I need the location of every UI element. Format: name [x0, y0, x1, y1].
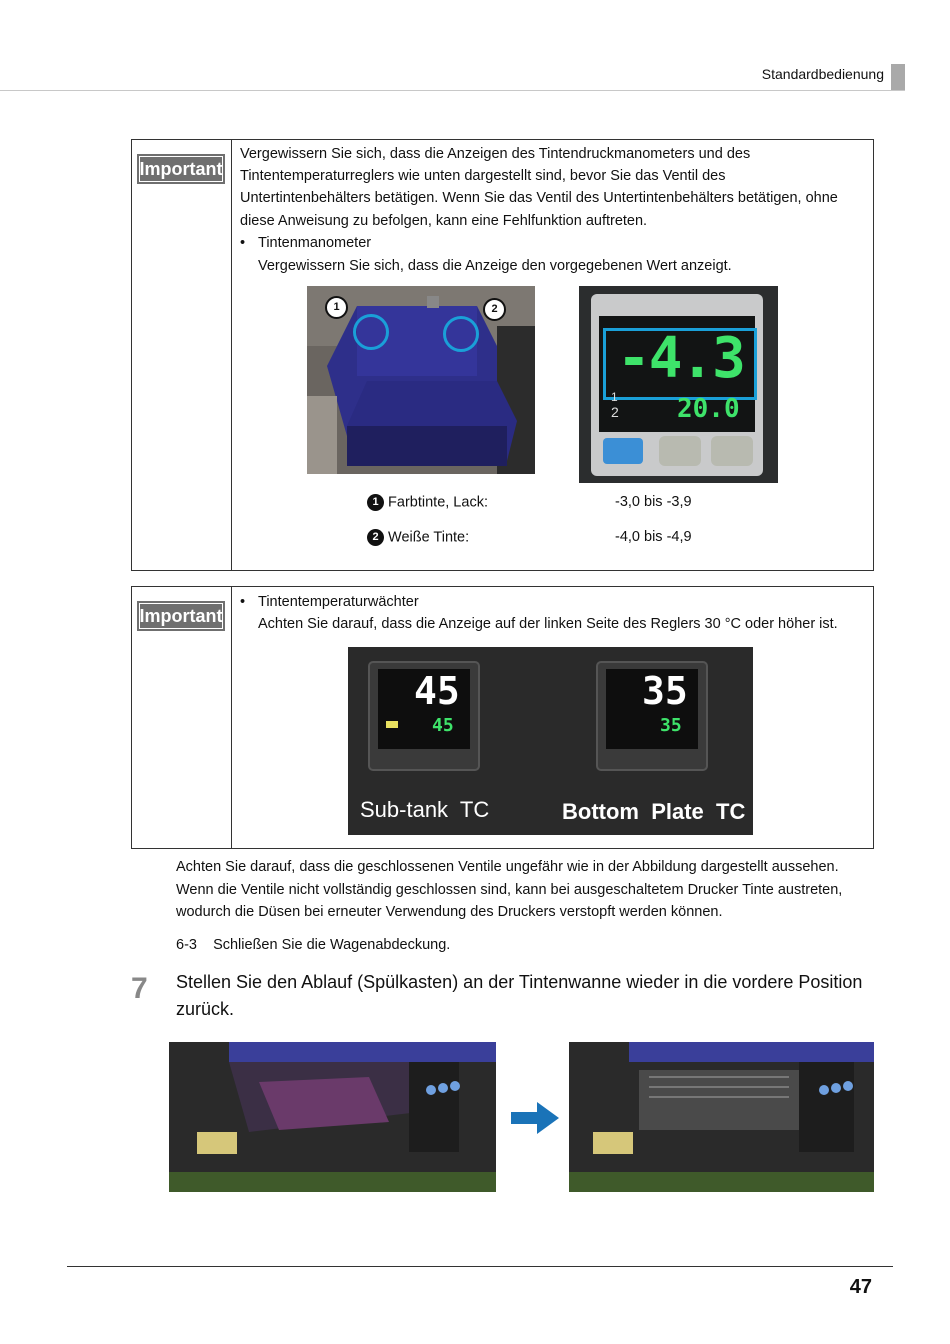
marker-1-icon: 1	[367, 494, 384, 511]
pressure-gauge-photo	[579, 286, 778, 483]
important-text-line: diese Anweisung zu befolgen, kann eine Fehlfunktion auftreten.	[240, 213, 648, 229]
flushing-box-after-photo	[569, 1042, 874, 1192]
gauge-main-reading: -4.3	[617, 326, 744, 391]
body-line: Achten Sie darauf, dass die geschlossenen Ventile ungefähr wie in der Abbildung dargestellt aussehen.	[176, 859, 839, 875]
bullet-dot: •	[240, 594, 246, 610]
body-line: Wenn die Ventile nicht vollständig geschlossen sind, kann bei ausgeschaltetem Drucker Tinte austreten,	[176, 882, 843, 898]
valve-highlight-2	[443, 316, 479, 352]
important-box-1	[131, 139, 874, 571]
gauge-row-2: 2	[611, 404, 619, 420]
bullet-dot: •	[240, 235, 246, 251]
gauge-button-blue	[603, 438, 643, 464]
body-line: wodurch die Düsen bei erneuter Verwendung des Druckers verstopft werden können.	[176, 904, 723, 920]
value-label: Weiße Tinte:	[388, 529, 470, 546]
section-title: Standardbedienung	[761, 66, 884, 82]
controller-1	[368, 661, 480, 771]
bullet-text: Vergewissern Sie sich, dass die Anzeige den vorgegebenen Wert anzeigt.	[258, 258, 732, 274]
gauge-button-up	[659, 436, 701, 466]
bullet-title: Tintentemperaturwächter	[258, 594, 419, 610]
bullet-text: Achten Sie darauf, dass die Anzeige auf der linken Seite des Reglers 30 °C oder höher ist.	[258, 616, 838, 632]
bullet-title: Tintenmanometer	[258, 235, 372, 251]
important-text-line: Untertintenbehälters betätigen. Wenn Sie das Ventil des Untertintenbehälters betätigen, ohne	[240, 190, 838, 206]
badge-column	[132, 140, 232, 570]
gauge-sub-reading: 20.0	[677, 394, 740, 424]
gauge-button-down	[711, 436, 753, 466]
step-7-text-line2: zurück.	[176, 999, 235, 1019]
controller-caption-2: Bottom Plate TC	[562, 799, 746, 824]
value-row-1	[367, 494, 488, 511]
substep-6-3: 6-3 Schließen Sie die Wagenabdeckung.	[176, 937, 451, 953]
value-range: -3,0 bis -3,9	[615, 494, 692, 510]
important-badge: Important	[137, 154, 225, 184]
sv-reading: 35	[660, 715, 682, 736]
flushing-box-before-photo	[169, 1042, 496, 1192]
gauge-row-1: 1	[611, 390, 618, 404]
flushing-box-after-illustration	[569, 1042, 874, 1192]
step-7-text-line1: Stellen Sie den Ablauf (Spülkasten) an der Tintenwanne wieder in die vordere Position	[176, 972, 863, 992]
arrow-right-icon	[511, 1102, 559, 1139]
important-badge: Important	[137, 601, 225, 631]
value-label: Farbtinte, Lack:	[388, 494, 488, 511]
marker-2-icon: 2	[483, 298, 506, 321]
marker-2-icon: 2	[367, 529, 384, 546]
badge-column	[132, 587, 232, 848]
valve-highlight-1	[353, 314, 389, 350]
pv-reading: 35	[642, 669, 688, 713]
temperature-controllers-photo	[348, 647, 753, 835]
marker-1-icon: 1	[325, 296, 348, 319]
page-number: 47	[849, 1276, 872, 1298]
important-text-line: Tintentemperaturreglers wie unten dargestellt sind, bevor Sie das Ventil des	[240, 168, 726, 184]
controller-caption-1: Sub-tank TC	[360, 797, 490, 822]
header-tab-marker	[891, 64, 905, 90]
header-rule	[0, 90, 905, 91]
sv-reading: 45	[432, 715, 454, 736]
pv-reading: 45	[414, 669, 460, 713]
important-text-line: Vergewissern Sie sich, dass die Anzeigen des Tintendruckmanometers und des	[240, 146, 751, 162]
controller-2	[596, 661, 708, 771]
value-row-2	[367, 529, 469, 546]
step-number: 7	[131, 972, 148, 1005]
footer-rule	[67, 1266, 893, 1267]
controller-indicator	[386, 721, 398, 728]
flushing-box-before-illustration	[169, 1042, 496, 1192]
value-range: -4,0 bis -4,9	[615, 529, 692, 545]
ink-unit-photo	[307, 286, 535, 474]
important-box-2	[131, 586, 874, 849]
